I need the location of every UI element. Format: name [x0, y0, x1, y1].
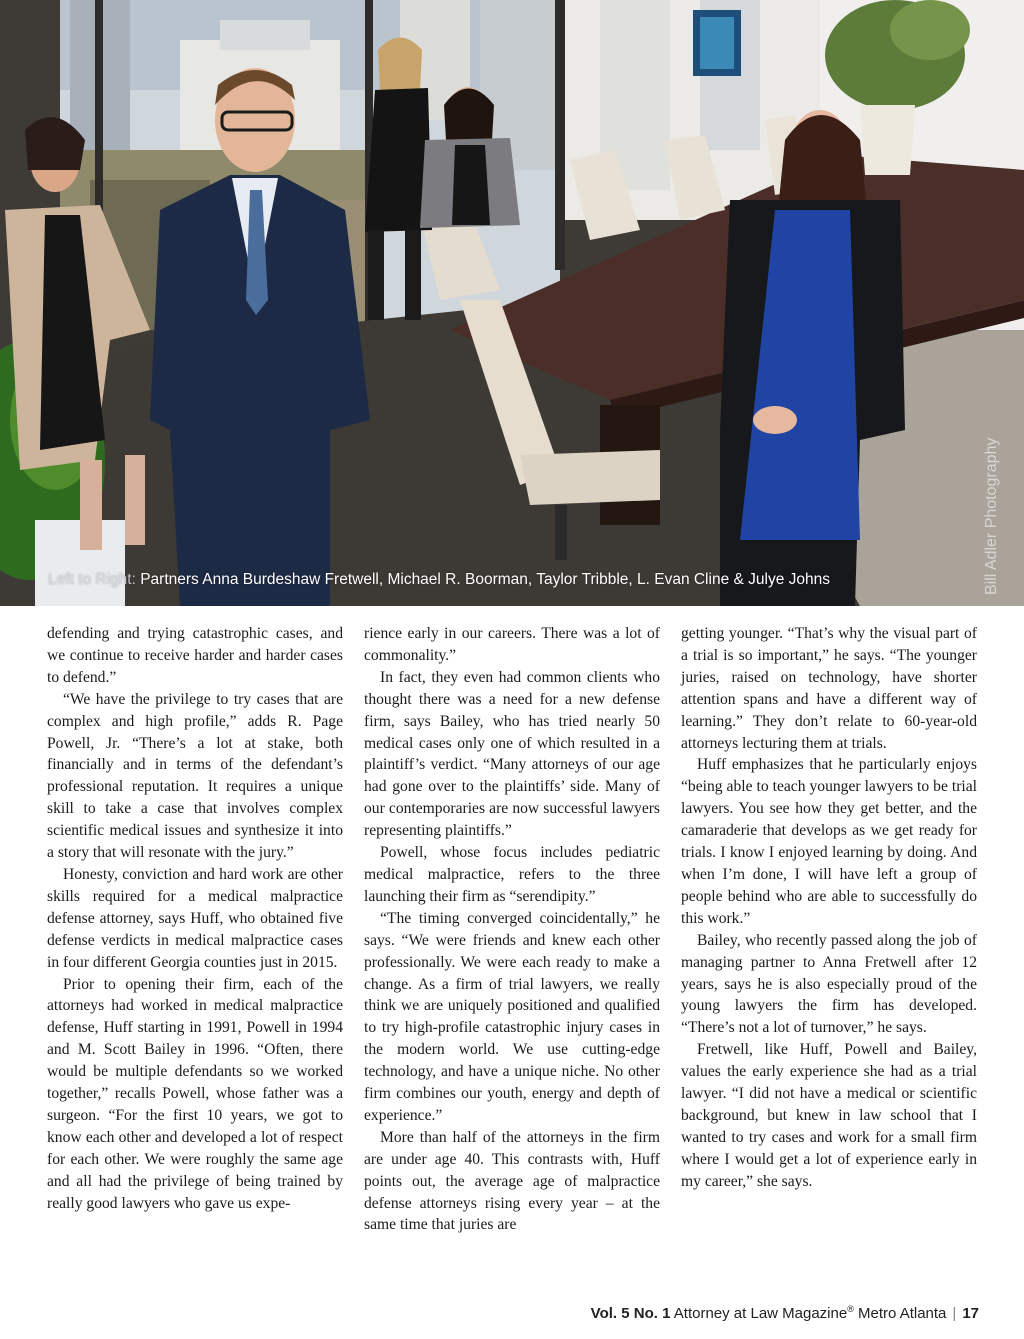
paragraph: defending and trying catastrophic cases, and we continue to receive harder and harder cases to defend.” — [47, 625, 343, 686]
caption-names: Partners Anna Burdeshaw Fretwell, Michael R. Boorman, Taylor Tribble, L. Evan Cline & Julye Johns — [140, 571, 830, 588]
magazine-edition: Metro Atlanta — [858, 1305, 947, 1322]
article-column-2 — [364, 623, 660, 1236]
paragraph: getting younger. “That’s why the visual part of a trial is so important,” he says. “The younger juries, raised on technology, have shorter attention spans and have a different way of learning.” They don’t relate to 60-year-old attorneys lecturing them at trials. — [681, 625, 977, 752]
magazine-name: Attorney at Law Magazine — [673, 1305, 848, 1322]
page-footer — [591, 1304, 979, 1322]
feature-photo — [0, 0, 1024, 606]
issue-volume: Vol. 5 No. 1 — [590, 1305, 671, 1322]
photo-caption — [48, 571, 830, 589]
paragraph: Honesty, conviction and hard work are other skills required for a medical malpractice defense attorney, says Huff, who obtained five defense verdicts in medical malpractice cases in four different Georgia counties just in 2015. — [47, 865, 343, 971]
registered-mark: ® — [847, 1304, 854, 1314]
article-column-1 — [47, 623, 343, 1214]
footer-divider: | — [952, 1305, 957, 1322]
paragraph: Bailey, who recently passed along the job of managing partner to Anna Fretwell after 12 years, says he is also especially proud of the young lawyers the firm has developed. “There’s not a lot of turnover,” he says. — [681, 931, 977, 1037]
page-number: 17 — [962, 1305, 979, 1322]
paragraph: In fact, they even had common clients who thought there was a need for a new defense firm, says Bailey, who has tried nearly 50 medical cases only one of which resulted in a plaintiff’s verdict. “Many attorneys of our age had gone over to the plaintiffs’ side. Many of our contemporaries are now successful lawyers representing plaintiffs.” — [364, 668, 660, 840]
caption-lead: Left to Right: — [48, 571, 141, 588]
paragraph: Powell, whose focus includes pediatric medical malpractice, refers to the three launching their firm as “serendipity.” — [364, 844, 660, 905]
paragraph: Fretwell, like Huff, Powell and Bailey, values the early experience she had as a trial lawyer. “I did not have a medical or scientific background, but knew in law school that I wanted to try cases and work for a small firm where I would get a lot of experience early in my career,” she says. — [681, 1041, 977, 1190]
photo-illustration — [0, 0, 1024, 606]
paragraph: Prior to opening their firm, each of the attorneys had worked in medical malpractice defense, Huff starting in 1991, Powell in 1994 and M. Scott Bailey in 1996. “Often, there would be multiple defendants so we worked together,” recalls Powell, whose father was a surgeon. “For the first 10 years, we got to know each other and developed a lot of respect for each other. We were roughly the same age and all had the privilege of being trained by really good lawyers who gave us expe- — [47, 975, 343, 1212]
article-column-3 — [681, 623, 977, 1193]
paragraph: “We have the privilege to try cases that are complex and high profile,” adds R. Page Powell, Jr. “There’s a lot at stake, both financially and in terms of the defendant’s professional reputation. It requires a unique skill to take a case that involves complex scientific medical issues and synthesize it into a story that will resonate with the jury.” — [47, 690, 343, 862]
photo-credit: Bill Adler Photography — [983, 437, 1000, 595]
paragraph: rience early in our careers. There was a lot of commonality.” — [364, 625, 660, 664]
paragraph: Huff emphasizes that he particularly enjoys “being able to teach younger lawyers to be trial lawyers. You see how they get better, and the camaraderie that develops as we get ready for trials. I know I enjoyed learning by doing. And when I’m done, I will have left a group of people behind who are able to successfully do this work.” — [681, 756, 977, 927]
paragraph: “The timing converged coincidentally,” he says. “We were friends and knew each other professionally. We were each ready to make a change. As a firm of trial lawyers, we really think we are uniquely positioned and qualified to try high-profile catastrophic injury cases in the modern world. We use cutting-edge technology, and have a unique niche. No other firm combines our youth, energy and depth of experience.” — [364, 909, 660, 1124]
paragraph: More than half of the attorneys in the firm are under age 40. This contrasts with, Huff points out, the average age of malpractice defense attorneys rising every year – at the same time that juries are — [364, 1128, 660, 1234]
